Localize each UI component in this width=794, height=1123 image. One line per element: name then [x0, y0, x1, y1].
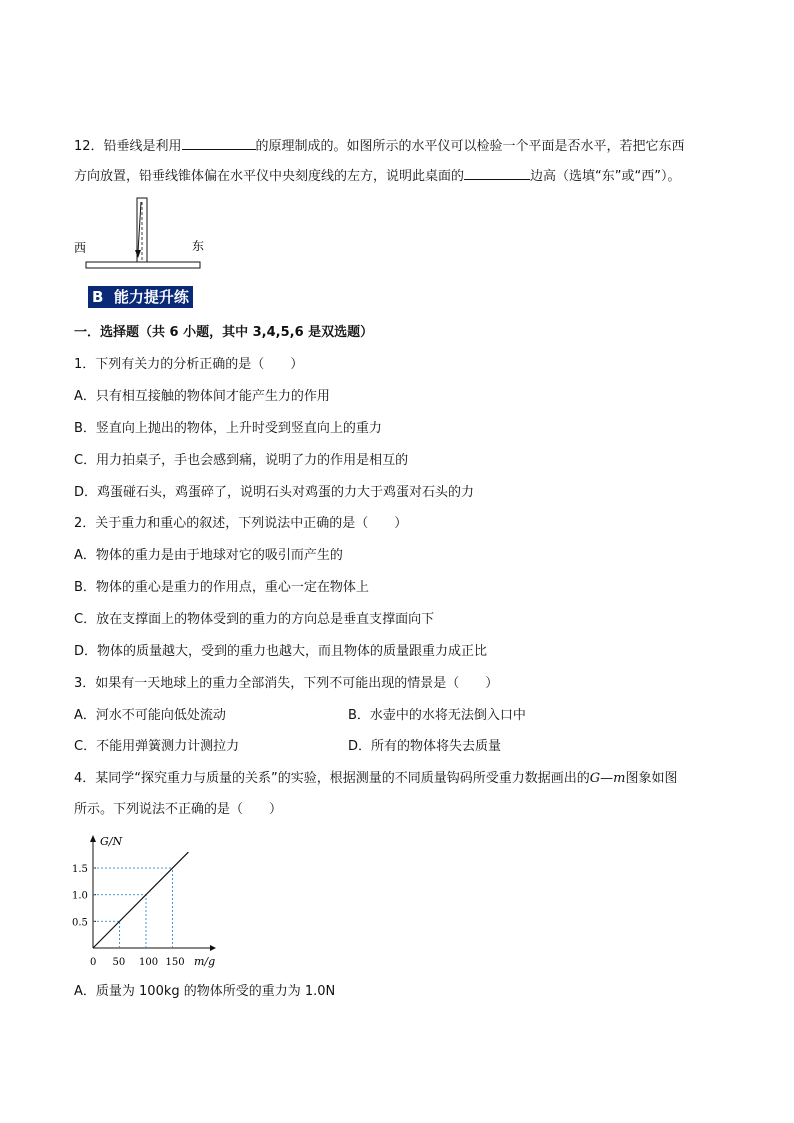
x-tick-label-50: 50 — [112, 957, 126, 968]
west-label: 西 — [74, 241, 87, 255]
q3-option-c[interactable]: C．不能用弹簧测力计测拉力 — [74, 739, 240, 754]
x-tick-label-150: 150 — [165, 957, 185, 968]
q3-option-a[interactable]: A．河水不可能向低处流动 — [74, 708, 226, 723]
q4-stem-line-1 — [74, 770, 677, 788]
q1-stem: 1．下列有关力的分析正确的是（ ） — [74, 357, 304, 372]
level-base — [86, 262, 200, 268]
part-heading: 一．选择题（共 6 小题，其中 3,4,5,6 是双选题） — [74, 325, 374, 340]
y-tick-label-0-5: 0.5 — [72, 917, 88, 929]
y-tick-label-1-0: 1.0 — [72, 890, 88, 902]
q3-option-d[interactable]: D．所有的物体将失去质量 — [348, 739, 502, 754]
east-label: 东 — [192, 239, 205, 253]
q1-option-c[interactable]: C．用力拍桌子，手也会感到痛，说明了力的作用是相互的 — [74, 453, 409, 468]
q4-stem-variable: G—m — [589, 771, 626, 786]
q4-option-a[interactable]: A．质量为 100kg 的物体所受的重力为 1.0N — [74, 984, 336, 999]
q12-text-4: 边高（选填“东”或“西”）。 — [530, 169, 681, 184]
q3-stem: 3．如果有一天地球上的重力全部消失，下列不可能出现的情景是（ ） — [74, 676, 499, 691]
q2-option-d[interactable]: D．物体的质量越大，受到的重力也越大，而且物体的质量跟重力成正比 — [74, 644, 488, 659]
x-axis-label: m/g — [194, 955, 216, 968]
y-axis-arrow — [90, 835, 96, 842]
q2-option-a[interactable]: A．物体的重力是由于地球对它的吸引而产生的 — [74, 548, 343, 563]
q1-option-a[interactable]: A．只有相互接触的物体间才能产生力的作用 — [74, 389, 330, 404]
section-header — [88, 286, 193, 308]
q4-stem-text-2: 图象如图 — [625, 771, 678, 786]
q12-text-3: 方向放置，铅垂线锥体偏在水平仪中央刻度线的左方，说明此桌面的 — [74, 169, 465, 184]
g-m-chart — [68, 828, 228, 970]
level-figure — [70, 194, 210, 272]
y-axis-label: G/N — [100, 835, 123, 848]
x-tick-label-0: 0 — [90, 957, 97, 968]
y-tick-label-1-5: 1.5 — [72, 864, 88, 876]
q2-stem: 2．关于重力和重心的叙述，下列说法中正确的是（ ） — [74, 516, 408, 531]
q4-stem-line-2: 所示。下列说法不正确的是（ ） — [74, 802, 283, 817]
q2-option-b[interactable]: B．物体的重心是重力的作用点，重心一定在物体上 — [74, 580, 369, 595]
x-axis-arrow — [210, 945, 216, 951]
section-title: 能力提升练 — [113, 288, 189, 306]
section-letter: B — [92, 288, 104, 306]
q12-text-2: 的原理制成的。如图所示的水平仪可以检验一个平面是否水平，若把它东西 — [255, 139, 685, 154]
q1-option-b[interactable]: B．竖直向上抛出的物体，上升时受到竖直向上的重力 — [74, 421, 382, 436]
q4-stem-text-1: 4．某同学“探究重力与质量的关系”的实验，根据测量的不同质量钩码所受重力数据画出的 — [74, 771, 590, 786]
x-tick-label-100: 100 — [139, 957, 159, 968]
q12-blank-2[interactable] — [464, 166, 530, 180]
q3-option-b[interactable]: B．水壶中的水将无法倒入口中 — [348, 708, 526, 723]
q2-option-c[interactable]: C．放在支撑面上的物体受到的重力的方向总是垂直支撑面向下 — [74, 612, 435, 627]
q12-blank-1[interactable] — [182, 136, 256, 150]
q1-option-d[interactable]: D．鸡蛋碰石头，鸡蛋碎了，说明石头对鸡蛋的力大于鸡蛋对石头的力 — [74, 485, 475, 500]
series-line — [93, 852, 188, 948]
q12-line-1 — [74, 136, 685, 156]
q12-text-1: 12．铅垂线是利用 — [74, 139, 182, 154]
q12-line-2 — [74, 166, 680, 186]
